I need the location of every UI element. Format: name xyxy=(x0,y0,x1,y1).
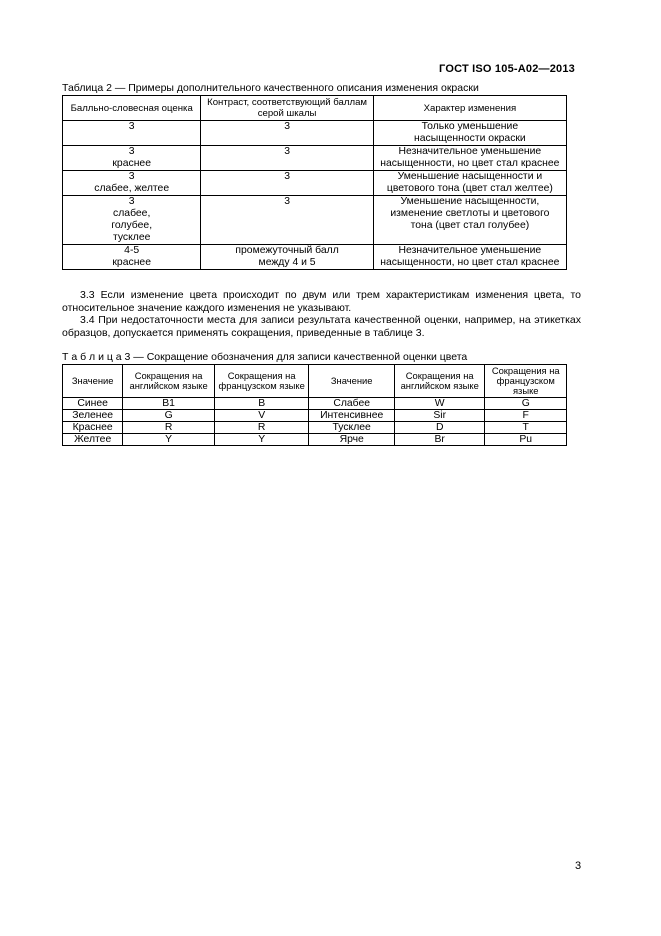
table-cell: Краснее xyxy=(63,422,123,434)
cell-line: 3 xyxy=(284,146,290,157)
table-2-caption: Таблица 2 — Примеры дополнительного качественного описания изменения окраски xyxy=(62,82,479,94)
table-row xyxy=(63,434,567,446)
table-cell: R xyxy=(214,422,309,434)
cell-line: тона (цвет стал голубее) xyxy=(410,220,530,231)
cell-line: голубее, xyxy=(111,220,153,231)
table-3 xyxy=(62,364,567,446)
cell-line: Уменьшение насыщенности, xyxy=(400,196,540,207)
table-cell: Синее xyxy=(63,398,123,410)
cell-line: насыщенности окраски xyxy=(414,133,526,144)
column-header-meaning-2: Значение xyxy=(309,365,395,398)
table-cell: Y xyxy=(214,434,309,446)
cell-line: промежуточный балл xyxy=(235,245,339,256)
score-cell xyxy=(63,196,201,245)
table-cell: D xyxy=(394,422,485,434)
change-cell xyxy=(373,196,566,245)
paragraph-3-4: 3.4 При недостаточности места для записи результата качественной оценки, например, на этикетках образцов, допускается применять сокращения, приведенные в таблице 3. xyxy=(62,314,581,339)
score-cell xyxy=(63,121,201,146)
table-3-header-row xyxy=(63,365,567,398)
table-3-caption xyxy=(62,351,467,363)
cell-line: цветового тона (цвет стал желтее) xyxy=(386,183,553,194)
cell-line: слабее, xyxy=(113,208,151,219)
table-cell: G xyxy=(123,410,215,422)
cell-line: насыщенности, но цвет стал краснее xyxy=(380,158,560,169)
score-cell xyxy=(63,171,201,196)
table-2 xyxy=(62,95,567,270)
cell-line: Только уменьшение xyxy=(421,121,519,132)
table-cell: Зеленее xyxy=(63,410,123,422)
table-cell: B1 xyxy=(123,398,215,410)
cell-line: 3 xyxy=(284,171,290,182)
cell-line: слабее, желтее xyxy=(94,183,170,194)
table-cell: Интенсивнее xyxy=(309,410,395,422)
cell-line: изменение светлоты и цветового xyxy=(390,208,550,219)
cell-line: 3 xyxy=(128,171,135,182)
cell-line: 4-5 xyxy=(124,245,140,256)
table-cell: Желтее xyxy=(63,434,123,446)
contrast-cell xyxy=(201,146,373,171)
change-cell xyxy=(373,146,566,171)
table-cell: Слабее xyxy=(309,398,395,410)
table-row xyxy=(63,422,567,434)
paragraph-3-3: 3.3 Если изменение цвета происходит по двум или трем характеристикам изменения цвета, то относительное значение каждого изменения не указывают. xyxy=(62,289,581,314)
contrast-cell xyxy=(201,196,373,245)
contrast-cell xyxy=(201,121,373,146)
table-cell: V xyxy=(214,410,309,422)
table-cell: Y xyxy=(123,434,215,446)
cell-line: тусклее xyxy=(112,232,151,243)
score-cell xyxy=(63,245,201,270)
cell-line: Незначительное уменьшение xyxy=(398,245,542,256)
score-cell xyxy=(63,146,201,171)
table-row xyxy=(63,398,567,410)
table-cell: F xyxy=(485,410,567,422)
table-3-caption-label: Т а б л и ц а 3 xyxy=(62,351,131,363)
table-cell: G xyxy=(485,398,567,410)
column-header-french-1: Сокращения на французском языке xyxy=(214,365,309,398)
table-cell: Ярче xyxy=(309,434,395,446)
change-cell xyxy=(373,171,566,196)
table-row xyxy=(63,121,567,146)
cell-line: насыщенности, но цвет стал краснее xyxy=(380,257,560,268)
contrast-cell xyxy=(201,245,373,270)
column-header-change: Характер изменения xyxy=(373,96,566,121)
cell-line: краснее xyxy=(112,257,151,268)
table-cell: Тусклее xyxy=(309,422,395,434)
table-cell: R xyxy=(123,422,215,434)
table-row xyxy=(63,171,567,196)
cell-line: 3 xyxy=(284,196,290,207)
table-row xyxy=(63,196,567,245)
column-header-score: Балльно-словесная оценка xyxy=(63,96,201,121)
column-header-english-1: Сокращения на английском языке xyxy=(123,365,215,398)
table-row xyxy=(63,245,567,270)
table-cell: Pu xyxy=(485,434,567,446)
column-header-french-2: Сокращения на французском языке xyxy=(485,365,567,398)
table-cell: T xyxy=(485,422,567,434)
cell-line: 3 xyxy=(128,196,135,207)
cell-line: Уменьшение насыщенности и xyxy=(397,171,543,182)
page-number: 3 xyxy=(575,860,582,872)
cell-line: краснее xyxy=(112,158,151,169)
table-cell: Br xyxy=(394,434,485,446)
cell-line: 3 xyxy=(284,121,290,132)
column-header-meaning-1: Значение xyxy=(63,365,123,398)
table-row xyxy=(63,410,567,422)
column-header-english-2: Сокращения на английском языке xyxy=(394,365,485,398)
table-3-body xyxy=(63,398,567,446)
table-2-header-row xyxy=(63,96,567,121)
table-3-caption-text: — Сокращение обозначения для записи качественной оценки цвета xyxy=(130,351,468,363)
change-cell xyxy=(373,245,566,270)
cell-line: 3 xyxy=(128,146,135,157)
table-cell: Sir xyxy=(394,410,485,422)
column-header-contrast: Контраст, соответствующий баллам серой шкалы xyxy=(201,96,373,121)
cell-line: между 4 и 5 xyxy=(258,257,316,268)
table-cell: B xyxy=(214,398,309,410)
change-cell xyxy=(373,121,566,146)
table-row xyxy=(63,146,567,171)
contrast-cell xyxy=(201,171,373,196)
cell-line: Незначительное уменьшение xyxy=(398,146,542,157)
table-cell: W xyxy=(394,398,485,410)
document-code-header: ГОСТ ISO 105-A02—2013 xyxy=(439,63,575,75)
table-2-body xyxy=(63,121,567,270)
cell-line: 3 xyxy=(128,121,135,132)
